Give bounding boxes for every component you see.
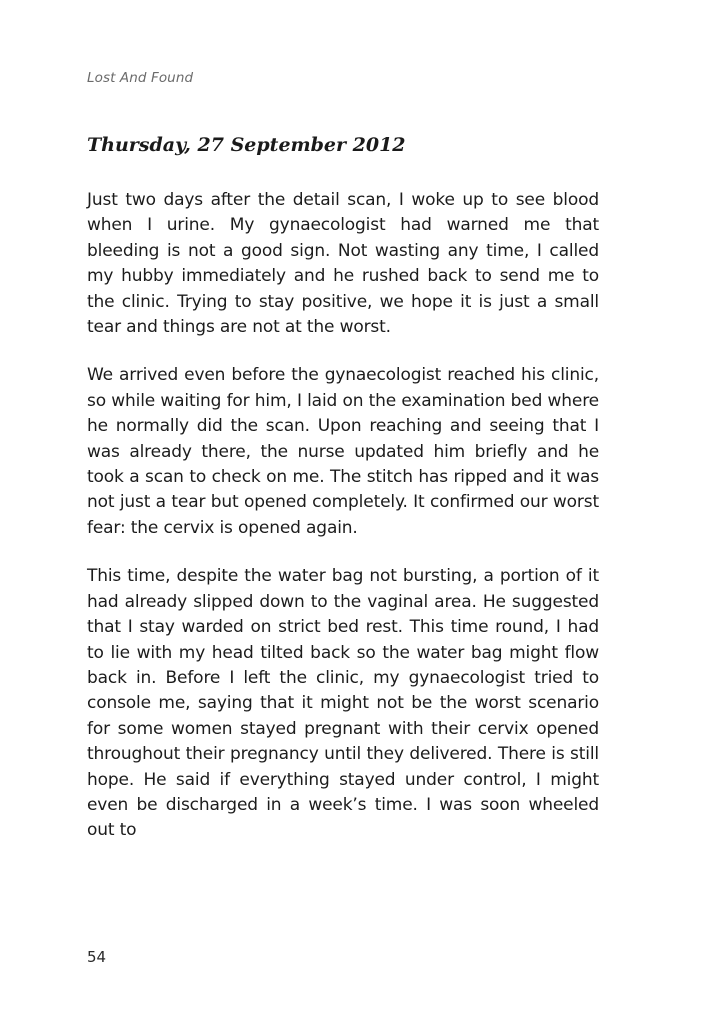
page-number: 54 [87, 948, 107, 966]
paragraph: We arrived even before the gynaecologist reached his clinic, so while waiting for him, I laid on the examination bed where he normally did the scan. Upon reaching and seeing that I was already there, the nurse updated him briefly and he took a scan to check on me. The stitch has ripped and it was not just a tear but opened completely. It confirmed our worst fear: the cervix is opened again. [87, 365, 599, 538]
entry-body [87, 188, 599, 867]
entry-date-heading: Thursday, 27 September 2012 [87, 134, 406, 156]
paragraph: Just two days after the detail scan, I woke up to see blood when I urine. My gynaecologist had warned me that bleeding is not a good sign. Not wasting any time, I called my hubby immediately and he rushed back to send me to the clinic. Trying to stay positive, we hope it is just a small tear and things are not at the worst. [87, 190, 599, 338]
running-header: Lost And Found [87, 70, 194, 86]
paragraph: This time, despite the water bag not bursting, a portion of it had already slipped down to the vaginal area. He suggested that I stay warded on strict bed rest. This time round, I had to lie with my head tilted back so the water bag might flow back in. Before I left the clinic, my gynaecologist tried to console me, saying that it might not be the worst scenario for some women stayed pregnant with their cervix opened throughout their pregnancy until they delivered. There is still hope. He said if everything stayed under control, I might even be discharged in a week’s time. I was soon wheeled out to [87, 566, 599, 841]
